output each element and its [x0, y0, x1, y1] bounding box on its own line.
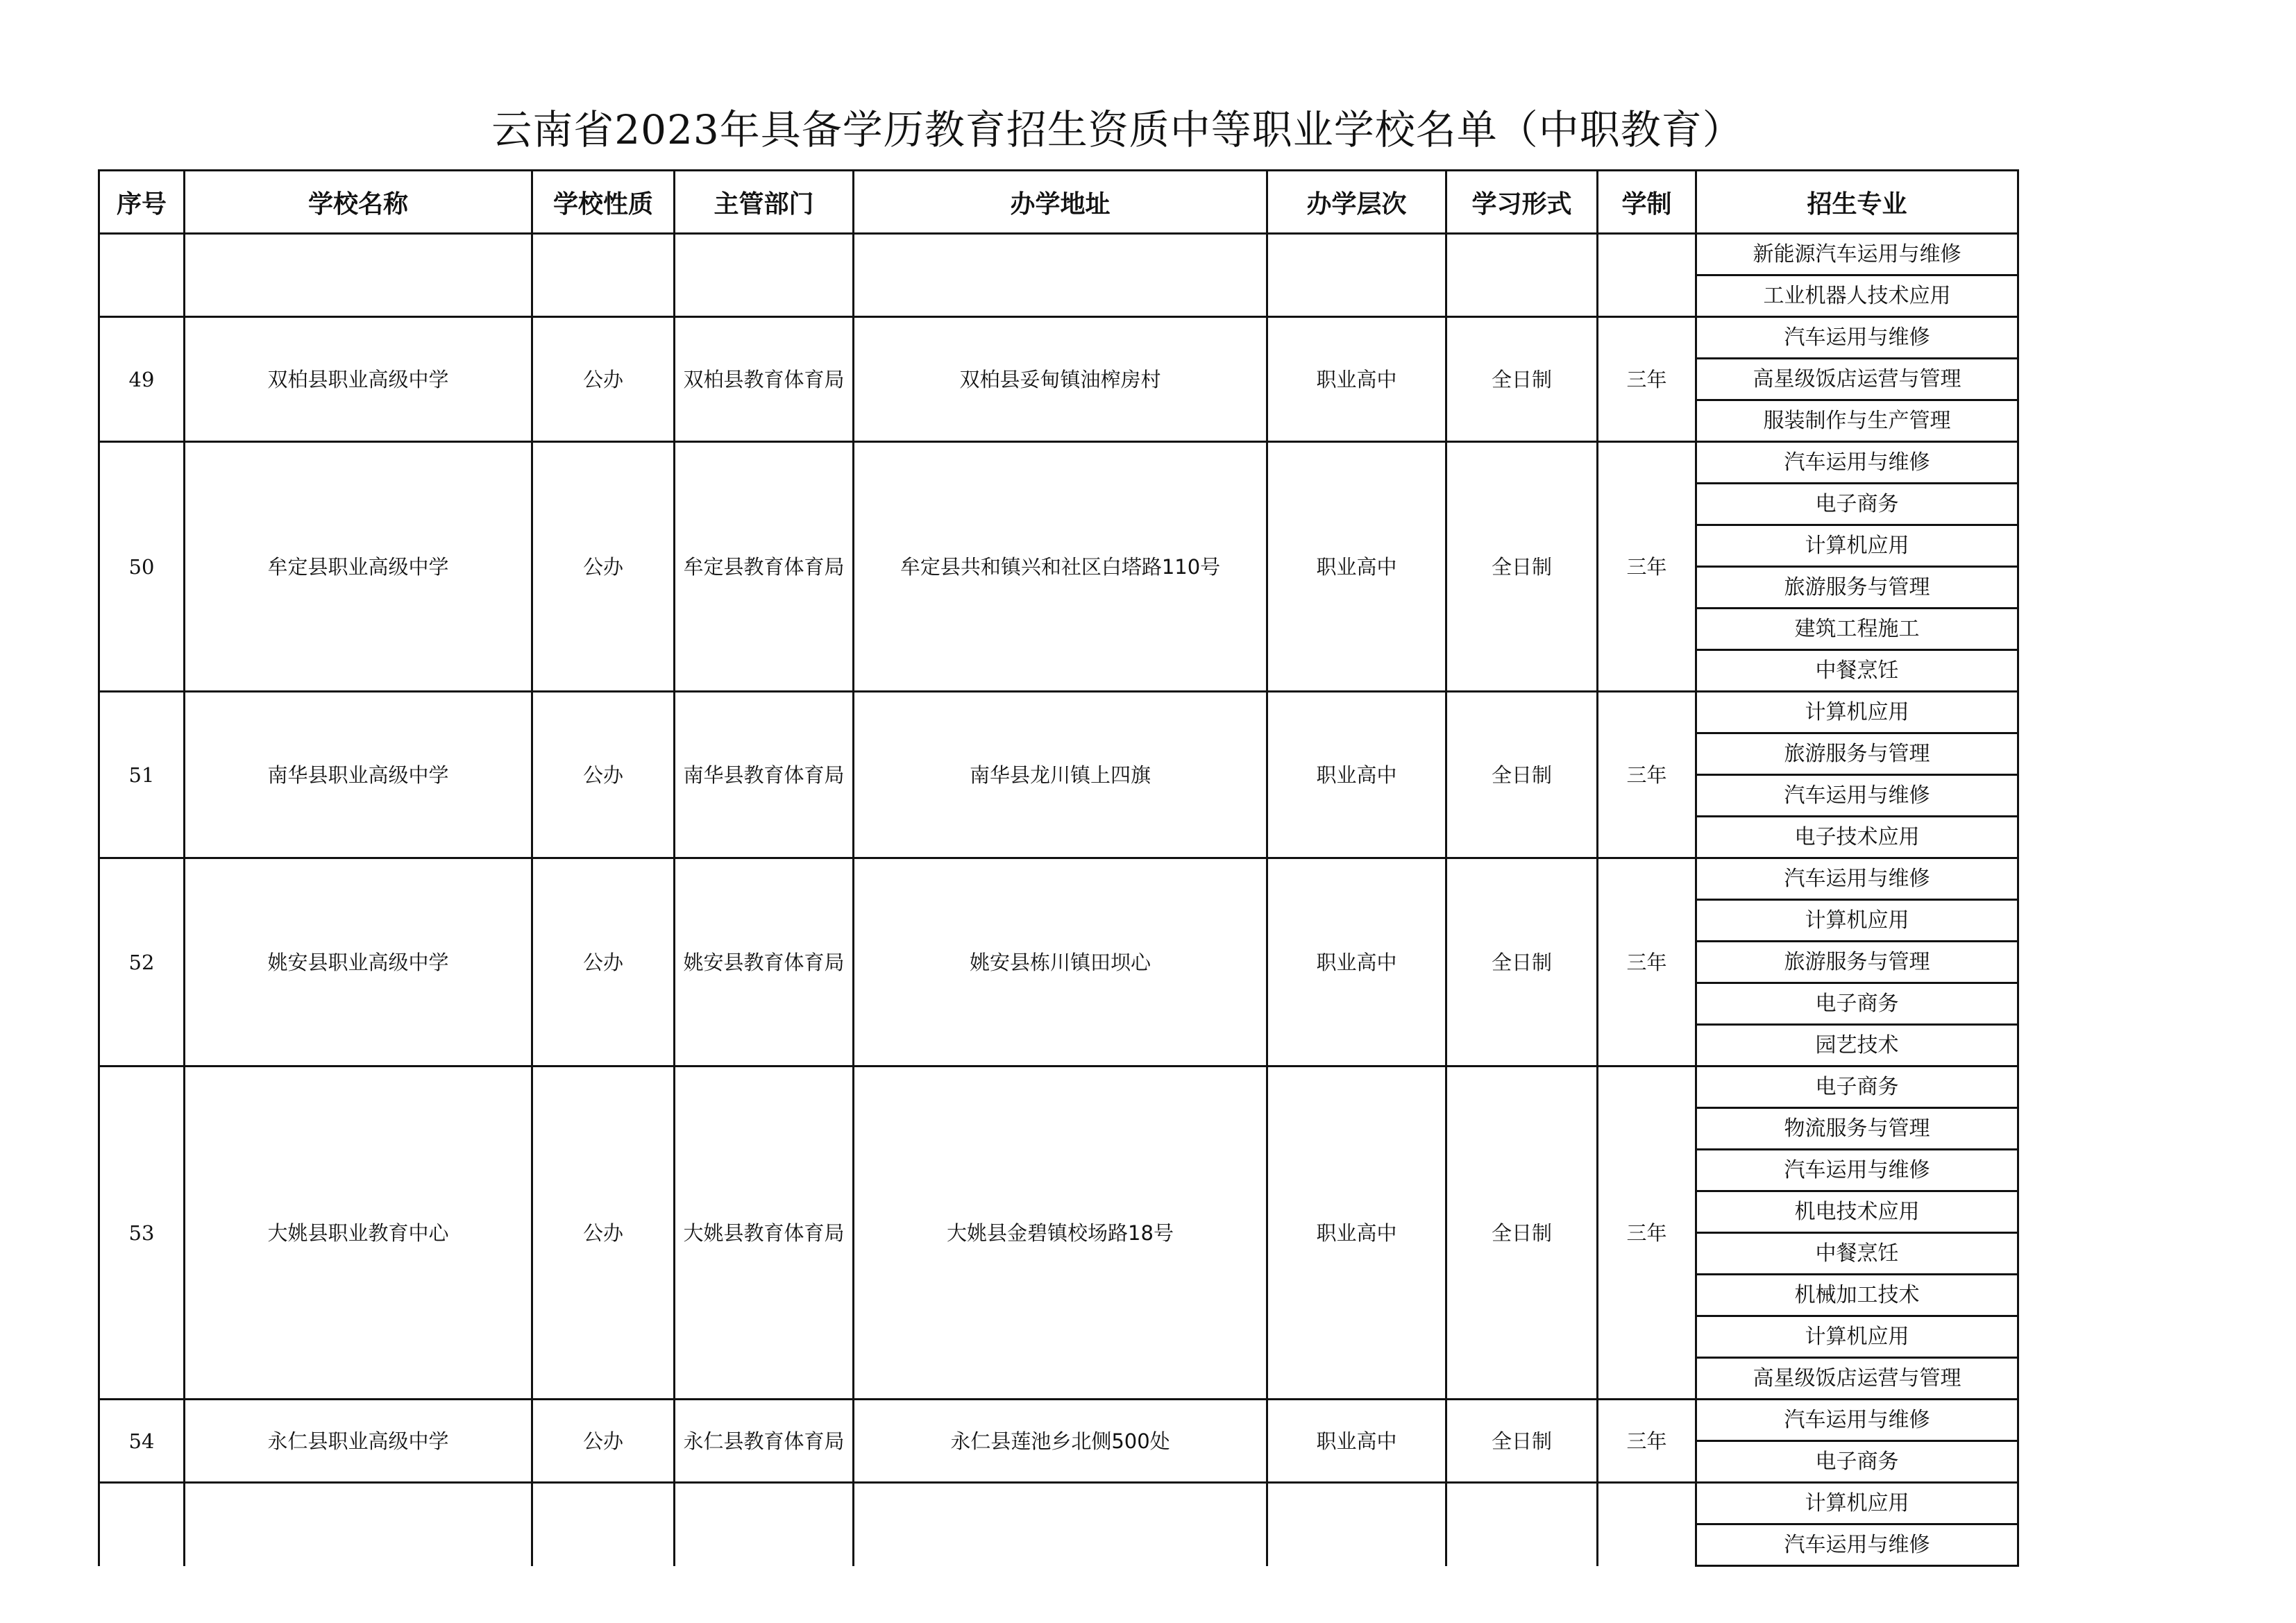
header-study-form: 学习形式 [1446, 171, 1598, 234]
school-level-cell [1267, 1483, 1446, 1566]
major-cell: 计算机应用 [1696, 692, 2018, 733]
study-duration-cell: 三年 [1598, 1067, 1696, 1400]
school-address-cell: 南华县龙川镇上四旗 [854, 692, 1267, 858]
major-cell: 电子技术应用 [1696, 817, 2018, 858]
major-cell: 汽车运用与维修 [1696, 1150, 2018, 1191]
school-name-cell: 南华县职业高级中学 [185, 692, 532, 858]
header-department: 主管部门 [675, 171, 854, 234]
school-name-cell: 大姚县职业教育中心 [185, 1067, 532, 1400]
school-name-cell [185, 1483, 532, 1566]
major-cell: 高星级饭店运营与管理 [1696, 359, 2018, 400]
school-level-cell: 职业高中 [1267, 1067, 1446, 1400]
major-cell: 汽车运用与维修 [1696, 1524, 2018, 1566]
major-cell: 计算机应用 [1696, 525, 2018, 567]
major-cell: 服装制作与生产管理 [1696, 400, 2018, 442]
school-level-cell: 职业高中 [1267, 692, 1446, 858]
study-form-cell: 全日制 [1446, 442, 1598, 692]
school-department-cell: 姚安县教育体育局 [675, 858, 854, 1067]
major-cell: 计算机应用 [1696, 1483, 2018, 1524]
school-department-cell: 大姚县教育体育局 [675, 1067, 854, 1400]
study-form-cell: 全日制 [1446, 1067, 1598, 1400]
major-cell: 电子商务 [1696, 1067, 2018, 1108]
study-form-cell [1446, 1483, 1598, 1566]
school-index-cell [99, 1483, 185, 1566]
major-cell: 汽车运用与维修 [1696, 775, 2018, 817]
study-form-cell [1446, 234, 1598, 317]
school-department-cell: 永仁县教育体育局 [675, 1400, 854, 1483]
school-name-cell: 牟定县职业高级中学 [185, 442, 532, 692]
major-cell: 计算机应用 [1696, 1316, 2018, 1358]
header-level: 办学层次 [1267, 171, 1446, 234]
school-index-cell: 50 [99, 442, 185, 692]
school-index-cell: 49 [99, 317, 185, 442]
table-body [99, 234, 2018, 1566]
school-nature-cell: 公办 [532, 442, 675, 692]
major-cell: 中餐烹饪 [1696, 650, 2018, 692]
school-index-cell: 53 [99, 1067, 185, 1400]
table-row [99, 692, 2018, 733]
school-name-cell: 双柏县职业高级中学 [185, 317, 532, 442]
study-duration-cell: 三年 [1598, 1400, 1696, 1483]
table-row [99, 317, 2018, 359]
school-department-cell [675, 234, 854, 317]
school-department-cell [675, 1483, 854, 1566]
table-row [99, 442, 2018, 484]
school-name-cell: 永仁县职业高级中学 [185, 1400, 532, 1483]
school-level-cell: 职业高中 [1267, 442, 1446, 692]
major-cell: 高星级饭店运营与管理 [1696, 1358, 2018, 1400]
school-address-cell [854, 1483, 1267, 1566]
school-level-cell: 职业高中 [1267, 1400, 1446, 1483]
study-form-cell: 全日制 [1446, 317, 1598, 442]
study-duration-cell: 三年 [1598, 858, 1696, 1067]
school-nature-cell: 公办 [532, 858, 675, 1067]
school-level-cell [1267, 234, 1446, 317]
header-row [99, 171, 2018, 234]
school-nature-cell: 公办 [532, 1400, 675, 1483]
header-majors: 招生专业 [1696, 171, 2018, 234]
school-address-cell [854, 234, 1267, 317]
major-cell: 建筑工程施工 [1696, 609, 2018, 650]
school-address-cell: 姚安县栋川镇田坝心 [854, 858, 1267, 1067]
school-department-cell: 双柏县教育体育局 [675, 317, 854, 442]
study-form-cell: 全日制 [1446, 1400, 1598, 1483]
major-cell: 电子商务 [1696, 983, 2018, 1025]
school-department-cell: 牟定县教育体育局 [675, 442, 854, 692]
school-nature-cell [532, 234, 675, 317]
header-school-nature: 学校性质 [532, 171, 675, 234]
major-cell: 机械加工技术 [1696, 1275, 2018, 1316]
school-level-cell: 职业高中 [1267, 317, 1446, 442]
major-cell: 计算机应用 [1696, 900, 2018, 942]
study-duration-cell: 三年 [1598, 442, 1696, 692]
school-department-cell: 南华县教育体育局 [675, 692, 854, 858]
school-nature-cell: 公办 [532, 692, 675, 858]
school-address-cell: 双柏县妥甸镇油榨房村 [854, 317, 1267, 442]
school-address-cell: 牟定县共和镇兴和社区白塔路110号 [854, 442, 1267, 692]
major-cell: 汽车运用与维修 [1696, 858, 2018, 900]
table-row [99, 1483, 2018, 1524]
school-list-table [98, 169, 2019, 1567]
major-cell: 物流服务与管理 [1696, 1108, 2018, 1150]
major-cell: 汽车运用与维修 [1696, 317, 2018, 359]
major-cell: 园艺技术 [1696, 1025, 2018, 1067]
major-cell: 汽车运用与维修 [1696, 1400, 2018, 1441]
study-duration-cell: 三年 [1598, 317, 1696, 442]
major-cell: 机电技术应用 [1696, 1191, 2018, 1233]
school-nature-cell: 公办 [532, 317, 675, 442]
page-title: 云南省2023年具备学历教育招生资质中等职业学校名单（中职教育） [491, 106, 1744, 153]
major-cell: 新能源汽车运用与维修 [1696, 234, 2018, 275]
header-duration: 学制 [1598, 171, 1696, 234]
major-cell: 电子商务 [1696, 484, 2018, 525]
study-form-cell: 全日制 [1446, 692, 1598, 858]
major-cell: 旅游服务与管理 [1696, 567, 2018, 609]
major-cell: 工业机器人技术应用 [1696, 275, 2018, 317]
school-index-cell: 52 [99, 858, 185, 1067]
table-row [99, 1400, 2018, 1441]
header-school-name: 学校名称 [185, 171, 532, 234]
table-row [99, 234, 2018, 275]
major-cell: 汽车运用与维修 [1696, 442, 2018, 484]
school-address-cell: 永仁县莲池乡北侧500处 [854, 1400, 1267, 1483]
table-row [99, 1067, 2018, 1108]
header-index: 序号 [99, 171, 185, 234]
school-index-cell [99, 234, 185, 317]
major-cell: 旅游服务与管理 [1696, 733, 2018, 775]
study-duration-cell [1598, 1483, 1696, 1566]
major-cell: 旅游服务与管理 [1696, 942, 2018, 983]
study-duration-cell [1598, 234, 1696, 317]
school-level-cell: 职业高中 [1267, 858, 1446, 1067]
school-name-cell: 姚安县职业高级中学 [185, 858, 532, 1067]
study-form-cell: 全日制 [1446, 858, 1598, 1067]
table-row [99, 858, 2018, 900]
school-nature-cell: 公办 [532, 1067, 675, 1400]
school-index-cell: 54 [99, 1400, 185, 1483]
major-cell: 电子商务 [1696, 1441, 2018, 1483]
school-name-cell [185, 234, 532, 317]
school-nature-cell [532, 1483, 675, 1566]
school-address-cell: 大姚县金碧镇校场路18号 [854, 1067, 1267, 1400]
school-index-cell: 51 [99, 692, 185, 858]
header-address: 办学地址 [854, 171, 1267, 234]
study-duration-cell: 三年 [1598, 692, 1696, 858]
major-cell: 中餐烹饪 [1696, 1233, 2018, 1275]
